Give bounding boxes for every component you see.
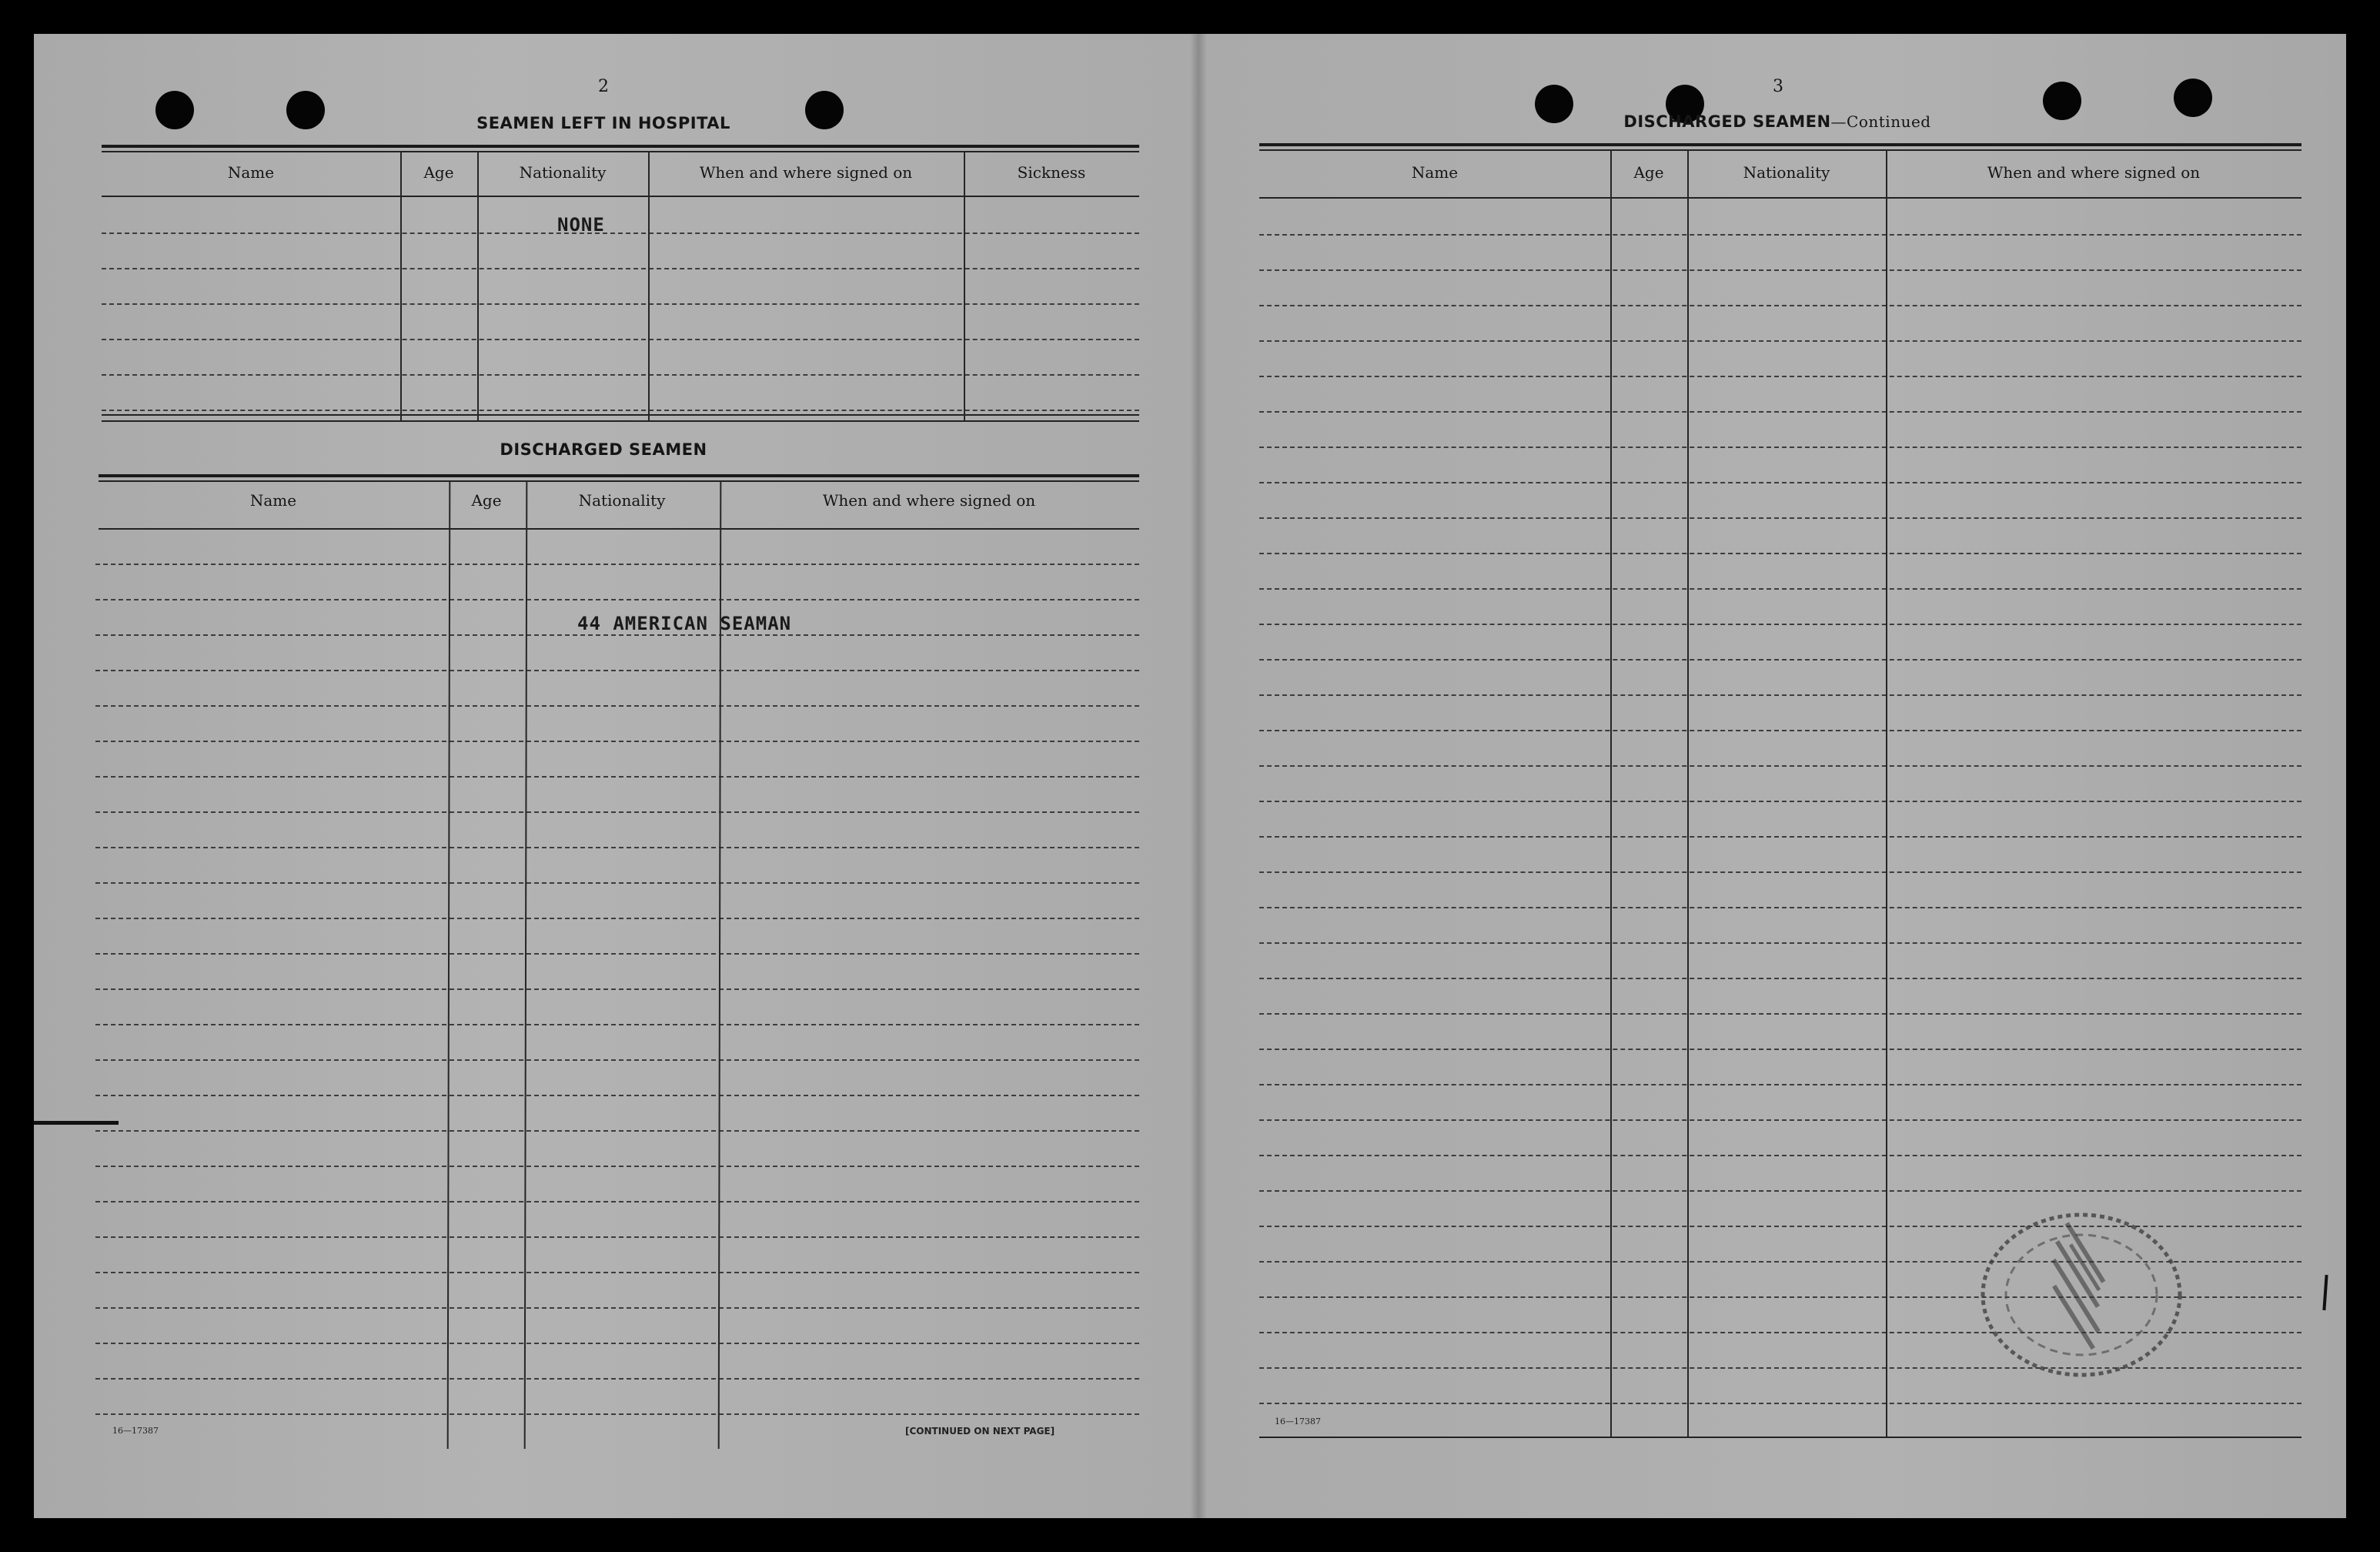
ruled-line [95, 1130, 1139, 1132]
ruled-line [95, 1236, 1139, 1238]
hospital-top-rule [102, 145, 1139, 148]
pen-mark [2322, 1275, 2328, 1310]
ruled-line [95, 776, 1139, 778]
discharged-header-rule [99, 528, 1139, 530]
ruled-line [95, 1272, 1139, 1273]
ruled-line [1259, 978, 2301, 979]
ruled-line [1259, 1084, 2301, 1085]
ruled-line [1259, 447, 2301, 448]
ruled-line [1259, 1190, 2301, 1192]
discharged-col-when-where: When and where signed on [822, 491, 1036, 510]
page-fold [1190, 34, 1207, 1518]
punch-hole [1535, 85, 1573, 123]
discharged-entry: 44 AMERICAN SEAMAN [577, 613, 792, 634]
ruled-line [1259, 1155, 2301, 1156]
hospital-col-when-where: When and where signed on [699, 163, 913, 182]
right-col-age: Age [1633, 163, 1664, 182]
ruled-line [1259, 1403, 2301, 1404]
edge-mark [34, 1121, 119, 1125]
ruled-line [95, 1343, 1139, 1344]
discharged-top-rule [99, 474, 1139, 477]
ruled-line [95, 705, 1139, 707]
discharged-col-name: Name [249, 491, 297, 510]
hospital-col-sickness: Sickness [1017, 163, 1086, 182]
ruled-line [1259, 482, 2301, 483]
ruled-line [95, 599, 1139, 600]
ruled-line [95, 1059, 1139, 1061]
right-page-number: 3 [1773, 77, 1783, 96]
ruled-line [1259, 942, 2301, 944]
right-col-nationality: Nationality [1743, 163, 1830, 182]
right-bottom-rule [1259, 1437, 2301, 1438]
ruled-line [1259, 1119, 2301, 1121]
postmark-stamp [1966, 1196, 2212, 1381]
punch-hole [805, 91, 844, 129]
punch-hole [2174, 79, 2212, 117]
ruled-line [95, 882, 1139, 884]
ruled-line [1259, 836, 2301, 838]
ruled-line [1259, 801, 2301, 802]
right-col-name: Name [1411, 163, 1459, 182]
ruled-line [95, 918, 1139, 919]
document-sheet [34, 34, 2346, 1518]
ruled-line [1259, 624, 2301, 625]
ruled-line [95, 1166, 1139, 1167]
left-page-number: 2 [598, 77, 609, 96]
discharged-section-title: DISCHARGED SEAMEN [500, 440, 707, 459]
right-title-main: DISCHARGED SEAMEN [1623, 112, 1831, 131]
continued-note: [CONTINUED ON NEXT PAGE] [905, 1426, 1055, 1437]
hospital-col-age: Age [423, 163, 454, 182]
ruled-line [1259, 871, 2301, 873]
hospital-col-name: Name [227, 163, 275, 182]
ruled-line [95, 847, 1139, 848]
hospital-bottom-rule [102, 414, 1139, 416]
right-header-rule [1259, 197, 2301, 199]
hospital-entry-none: NONE [557, 214, 605, 236]
ruled-line [1259, 588, 2301, 590]
ruled-line [1259, 659, 2301, 661]
ruled-line [95, 1024, 1139, 1025]
ruled-line [95, 1095, 1139, 1096]
ruled-line [1259, 730, 2301, 731]
ruled-line [1259, 517, 2301, 519]
ruled-line [95, 1201, 1139, 1202]
ruled-line [95, 1307, 1139, 1309]
right-title-suffix: —Continued [1830, 112, 1931, 131]
ruled-line [95, 1378, 1139, 1380]
right-top-rule [1259, 143, 2301, 146]
ruled-line [1259, 234, 2301, 236]
right-section-title [1589, 112, 1966, 131]
hospital-header-rule [102, 196, 1139, 197]
ruled-line [1259, 269, 2301, 271]
ruled-line [95, 988, 1139, 990]
ruled-line [95, 741, 1139, 742]
ruled-line [1259, 376, 2301, 377]
hospital-section-title: SEAMEN LEFT IN HOSPITAL [476, 114, 730, 132]
hospital-col-nationality: Nationality [519, 163, 607, 182]
ruled-line [1259, 340, 2301, 342]
ruled-line [1259, 553, 2301, 554]
ruled-line [95, 670, 1139, 671]
ruled-line [1259, 411, 2301, 413]
left-form-number: 16—17387 [112, 1426, 159, 1436]
right-form-number: 16—17387 [1275, 1417, 1321, 1427]
ruled-line [1259, 1013, 2301, 1015]
punch-hole [155, 91, 194, 129]
right-col-when-where: When and where signed on [1987, 163, 2201, 182]
ruled-line [1259, 765, 2301, 767]
ruled-line [95, 811, 1139, 813]
ruled-line [95, 1413, 1139, 1415]
punch-hole [2043, 82, 2081, 120]
ruled-line [1259, 305, 2301, 306]
ruled-line [1259, 694, 2301, 696]
discharged-col-age: Age [471, 491, 502, 510]
ruled-line [95, 953, 1139, 955]
punch-hole [286, 91, 325, 129]
discharged-col-nationality: Nationality [578, 491, 666, 510]
ruled-line [1259, 907, 2301, 908]
ruled-line [95, 634, 1139, 636]
ruled-line [1259, 1049, 2301, 1050]
ruled-line [95, 564, 1139, 565]
